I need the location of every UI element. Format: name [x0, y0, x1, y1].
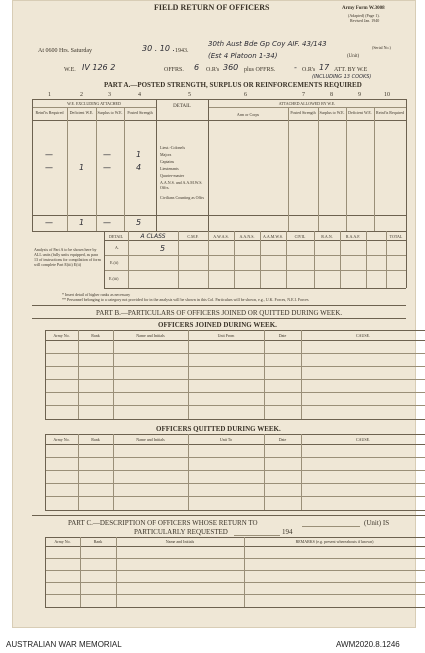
lower-hdr-detail: DETAIL — [108, 234, 124, 239]
offrs-label: OFFRS. — [164, 67, 184, 73]
revised-note: Revised Jan. 1940 — [350, 18, 380, 23]
part-c-unit-is: (Unit) IS — [364, 519, 390, 527]
plus-offrs-handwritten: - — [294, 63, 297, 72]
quitted-hdr-army-no: Army No. — [53, 437, 70, 442]
at-hrs-label: At 0600 Hrs. Saturday — [38, 48, 92, 54]
col-number-10: 10 — [384, 92, 390, 98]
hw-posted-4: 4 — [136, 163, 142, 172]
hdr-detail: DETAIL — [173, 104, 191, 109]
joined-hdr-army-no: Army No. — [53, 333, 70, 338]
hdr-surplus: Surplus to W.E. — [97, 110, 123, 115]
col-number-1: 1 — [48, 92, 51, 98]
footnote-ranks: * Insert detail of higher ranks as necessary — [62, 292, 131, 297]
part-c-hdr-army-no: Army No. — [54, 539, 71, 544]
detail-lt-col: Lieut.-Colonels — [160, 145, 185, 150]
analysis-note: Analysis of Part A to be shown here by ALL units (fully units equipped, as para 13 of instructions for compilation of form will complete Part E(iii) E(ii) — [34, 247, 101, 267]
lower-row-a: A. — [115, 245, 119, 250]
joined-hdr-date: Date — [278, 333, 287, 338]
hw-reinf-dash-2: — — [45, 163, 53, 172]
including-cooks-handwritten: (INCLUDING 13 COOKS) — [312, 74, 372, 80]
we-handwritten: IV 126 2 — [82, 63, 116, 72]
col-number-2: 2 — [80, 92, 83, 98]
footer-institution: AUSTRALIAN WAR MEMORIAL — [6, 640, 122, 649]
part-c-particularly: PARTICULARLY REQUESTED — [134, 528, 228, 536]
quitted-hdr-name: Name and Initials — [136, 437, 165, 442]
hw-surplus-dash-2: — — [103, 163, 111, 172]
year-label: 1943. — [175, 48, 189, 54]
detail-captains: Captains — [160, 159, 174, 164]
quitted-title: OFFICERS QUITTED DURING WEEK. — [156, 425, 281, 433]
ors2-label: O.R's — [302, 67, 316, 73]
hdr-posted-strength: Posted Strength — [127, 110, 153, 115]
form-page — [12, 0, 416, 628]
col-number-8: 8 — [330, 92, 333, 98]
detail-lieutenants: Lieutenants — [160, 166, 179, 171]
hdr-right-surplus: Surplus to W.E. — [319, 110, 345, 115]
detail-majors: Majors — [160, 152, 172, 157]
lower-hdr-civil: CIVIL — [294, 234, 306, 239]
hw-deficient-1: 1 — [79, 163, 85, 172]
part-a-title: PART A.—POSTED STRENGTH, SURPLUS OR REINFORCEMENTS REQUIRED — [104, 81, 362, 89]
quitted-hdr-rank: Rank — [91, 437, 100, 442]
lower-hdr-total: TOTAL — [389, 234, 403, 239]
quitted-hdr-cause: CAUSE. — [355, 437, 371, 442]
we-label: W.E. — [64, 67, 76, 73]
hw-total-surplus: — — [103, 218, 111, 227]
detail-civilians: Civilians Counting as Offrs — [160, 195, 205, 200]
ors2-handwritten: 17 — [319, 63, 330, 72]
part-c-hdr-rank: Rank — [93, 539, 103, 544]
part-c-hdr-remarks: REMARKS (e.g. present whereabouts if known) — [295, 539, 374, 544]
archive-footer — [0, 636, 425, 653]
col-number-6: 6 — [244, 92, 247, 98]
lower-row-eii: E.(ii) — [110, 260, 119, 265]
quitted-hdr-date: Date — [278, 437, 287, 442]
hw-total-deficient: 1 — [79, 218, 85, 227]
hw-posted-1: 1 — [136, 150, 142, 159]
hdr-arm-corps: Arm or Corps — [236, 112, 260, 117]
lower-hdr-ran: R.A.N. — [321, 234, 333, 239]
date-handwritten: 30 . 10 . — [142, 44, 176, 53]
hdr-right-reinf: Reinf'ts Required — [376, 110, 404, 115]
joined-hdr-name: Name and Initials — [136, 333, 165, 338]
plus-offrs-label: plus OFFRS. — [244, 67, 276, 73]
col-number-9: 9 — [358, 92, 361, 98]
ors-handwritten: 360 — [223, 63, 239, 72]
joined-hdr-rank: Rank — [91, 333, 100, 338]
att-by-we-label: ATT. BY W.E — [334, 67, 368, 73]
footnote-personnel: ** Personnel belonging to a category not provided for in the analysis will be shown in this Col. Particulars will be shown, e.g., U.K. Forces, N.E.I. Forces — [62, 297, 309, 302]
unit-label: (Unit) — [347, 54, 360, 59]
hdr-right-deficient: Deficient W.E. — [348, 110, 372, 115]
hw-surplus-dash: — — [103, 150, 111, 159]
quitted-hdr-unit-to: Unit To — [219, 437, 233, 442]
army-form-number: Army Form W.3008 — [342, 6, 385, 11]
col-number-7: 7 — [302, 92, 305, 98]
hw-total-reinf: — — [45, 218, 53, 227]
group-we-excluding: W.E. EXCLUDING ATTACHED — [67, 101, 121, 106]
unit-handwritten-line1: 30th Aust Bde Gp Coy AIF. 43/143 — [208, 40, 327, 48]
ors-label: O.R's — [206, 67, 220, 73]
footer-accession-number: AWM2020.8.1246 — [336, 640, 400, 649]
lower-row-eiii: E.(iii) — [109, 276, 119, 281]
col-number-4: 4 — [138, 92, 141, 98]
detail-aans: A.A.N.S. and A.A.M.W.S. Offrs. — [160, 180, 203, 190]
lower-hdr-a-class: A CLASS — [140, 233, 166, 240]
offrs-handwritten: 6 — [194, 63, 200, 72]
lower-hdr-aamws: A.A.M.W.S. — [263, 234, 283, 239]
hdr-right-posted: Posted Strength — [290, 110, 316, 115]
joined-hdr-cause: CAUSE. — [355, 333, 371, 338]
lower-hdr-cmf: C.M.F. — [187, 234, 199, 239]
serial-label: (Serial No.) — [372, 45, 391, 50]
lower-hdr-raaf: R.A.A.F. — [345, 234, 361, 239]
lower-hw-value: 5 — [160, 244, 166, 253]
col-number-3: 3 — [108, 92, 111, 98]
joined-title: OFFICERS JOINED DURING WEEK. — [158, 321, 277, 329]
hdr-reinf-required: Reinf'ts Required — [35, 110, 64, 115]
part-b-title: PART B.—PARTICULARS OF OFFICERS JOINED OR QUITTED DURING WEEK. — [96, 309, 343, 317]
group-attached-allowed: ATTACHED ALLOWED BY W.E. — [278, 101, 336, 106]
form-title: FIELD RETURN OF OFFICERS — [154, 3, 270, 12]
part-c-year: 194 — [282, 528, 293, 536]
part-c-hdr-name: Name and Initials — [165, 539, 195, 544]
hw-total-posted: 5 — [136, 218, 142, 227]
col-number-5: 5 — [188, 92, 191, 98]
lower-hdr-aans: A.A.N.S. — [239, 234, 255, 239]
hw-reinf-dash: — — [45, 150, 53, 159]
adapted-note: (Adapted) (Page 1). — [348, 13, 380, 18]
lower-hdr-awas: A.W.A.S. — [213, 234, 229, 239]
part-c-title: PART C.—DESCRIPTION OF OFFICERS WHOSE RETURN TO — [68, 519, 258, 527]
detail-quartermaster: Quarter-master — [160, 173, 185, 178]
unit-handwritten-line2: (Est 4 Platoon 1-34) — [208, 52, 278, 60]
joined-hdr-unit-from: Unit From — [217, 333, 235, 338]
hdr-deficient: Deficient W.E. — [69, 110, 94, 115]
